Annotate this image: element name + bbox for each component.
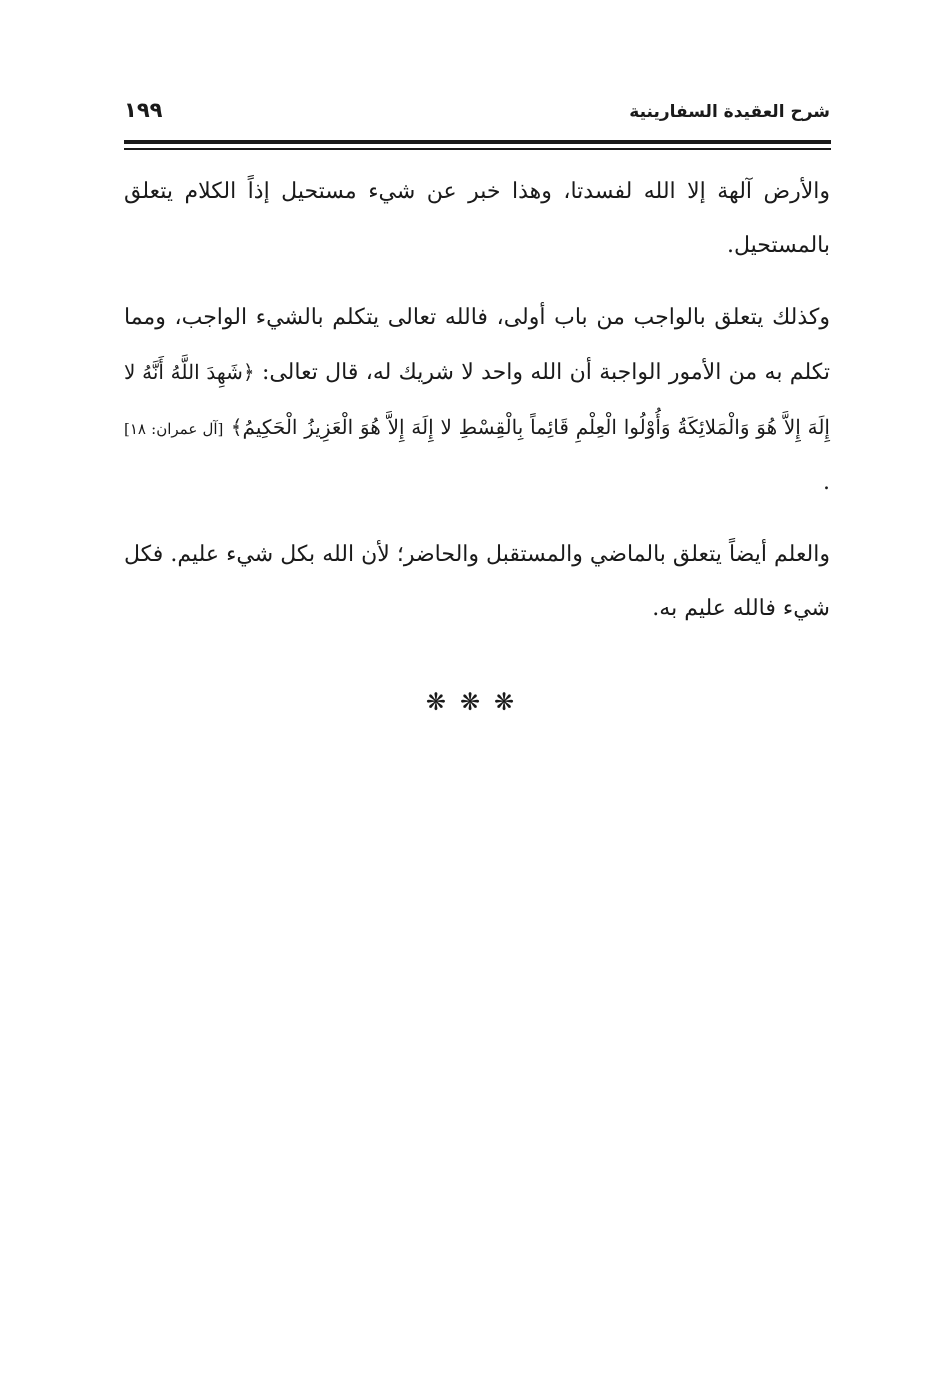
header-rule-thick (124, 140, 831, 144)
verse-reference: [آل عمران: ١٨] (124, 420, 224, 438)
paragraph-3: والعلم أيضاً يتعلق بالماضي والمستقبل والحاضر؛ لأن الله بكل شيء عليم. فكل شيء فالله عليم به. (124, 542, 830, 621)
header-rule-thin (124, 148, 831, 150)
paragraph-2-text: وكذلك يتعلق بالواجب من باب أولى، فالله تعالى يتكلم بالشيء الواجب، ومما تكلم به من الأمور الواجبة أن الله واحد لا شريك له، قال تعالى: (124, 305, 831, 385)
paragraph-2 (124, 291, 830, 510)
body-text (124, 165, 830, 654)
quran-verse: ﴿شَهِدَ اللَّهُ أَنَّهُ لا إِلَهَ إِلاَّ هُوَ وَالْمَلائِكَةُ وَأُوْلُوا الْعِلْمِ قَائِماً بِالْقِسْطِ لا إِلَهَ إِلاَّ هُوَ الْعَزِيزُ الْحَكِيمُ﴾ (124, 360, 830, 439)
section-ornament: ❋❋❋ (425, 688, 529, 716)
page-header (124, 96, 830, 130)
paragraph-1: والأرض آلهة إلا الله لفسدتا، وهذا خبر عن شيء مستحيل إذاً الكلام يتعلق بالمستحيل. (124, 179, 830, 258)
paragraph-2-end: . (823, 470, 830, 495)
running-title: شرح العقيدة السفارينية (629, 102, 830, 122)
page-number: ١٩٩ (124, 98, 163, 122)
